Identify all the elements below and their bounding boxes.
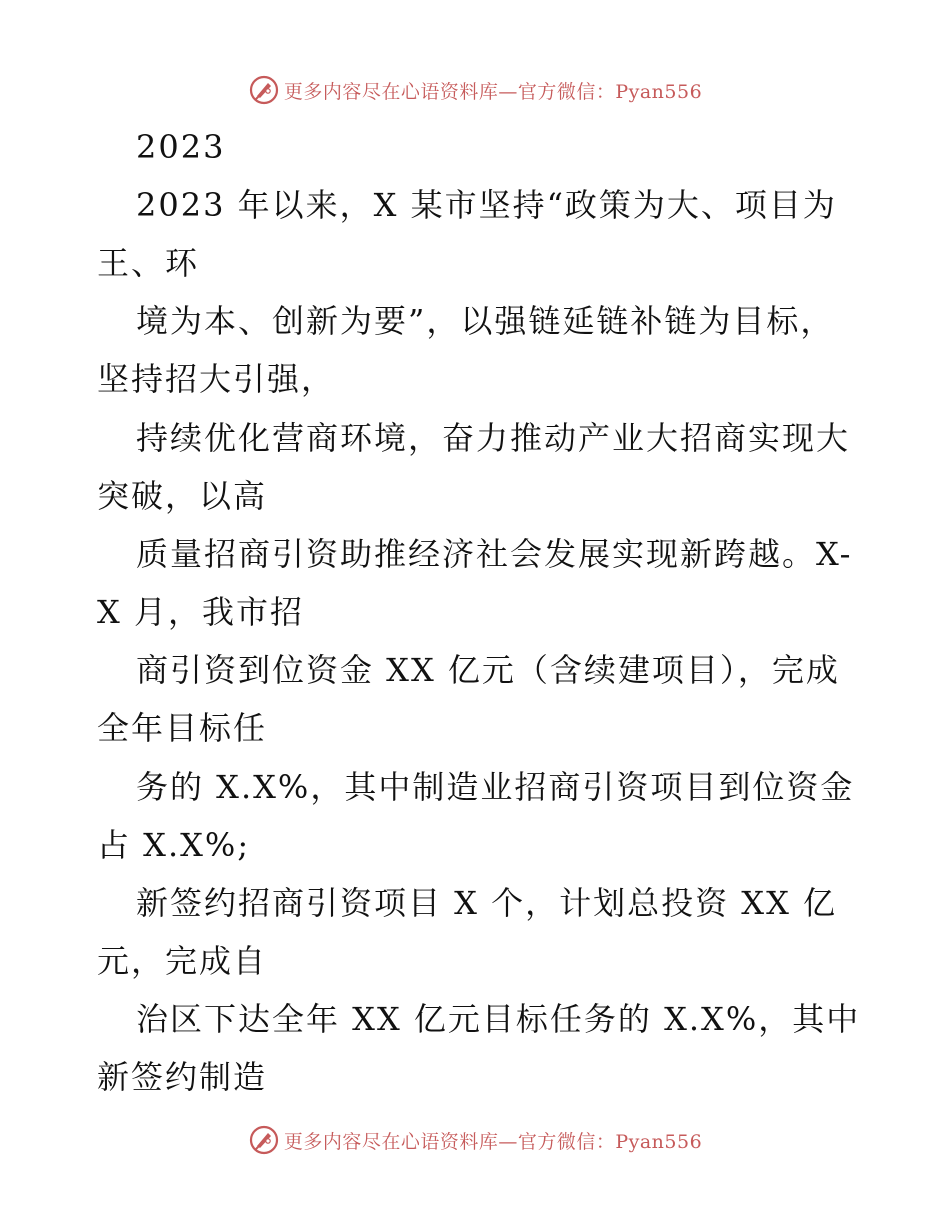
text-line: X 月，我市招 [97, 593, 304, 631]
footer-banner [0, 1120, 950, 1160]
text-line: 全年目标任 [97, 709, 268, 747]
text-line: 占 X.X%; [97, 826, 251, 864]
text-line: 务的 X.X%，其中制造业招商引资项目到位资金 [136, 768, 855, 806]
text-line: 2023 [136, 128, 226, 166]
quill-logo-icon [248, 74, 280, 106]
text-line: 突破，以高 [97, 477, 268, 515]
header-banner [0, 70, 950, 110]
text-line: 持续优化营商环境，奋力推动产业大招商实现大 [136, 419, 851, 457]
text-line: 2023 年以来，X 某市坚持“政策为大、项目为 [136, 186, 837, 224]
text-line: 元，完成自 [97, 942, 268, 980]
quill-logo-icon [248, 1124, 280, 1156]
text-line: 治区下达全年 XX 亿元目标任务的 X.X%，其中 [136, 1000, 861, 1038]
text-line: 质量招商引资助推经济社会发展实现新跨越。X- [136, 535, 853, 573]
text-line: 坚持招大引强， [97, 360, 336, 398]
text-line: 新签约制造 [97, 1058, 268, 1096]
text-line: 境为本、创新为要”，以强链延链补链为目标， [136, 302, 835, 340]
text-line: 王、环 [97, 244, 200, 282]
header-banner-text: 更多内容尽在心语资料库—官方微信：Pyan556 [283, 80, 703, 103]
footer-banner-text: 更多内容尽在心语资料库—官方微信：Pyan556 [283, 1130, 703, 1153]
text-line: 商引资到位资金 XX 亿元（含续建项目），完成 [136, 651, 840, 689]
text-line: 新签约招商引资项目 X 个，计划总投资 XX 亿 [136, 884, 838, 922]
